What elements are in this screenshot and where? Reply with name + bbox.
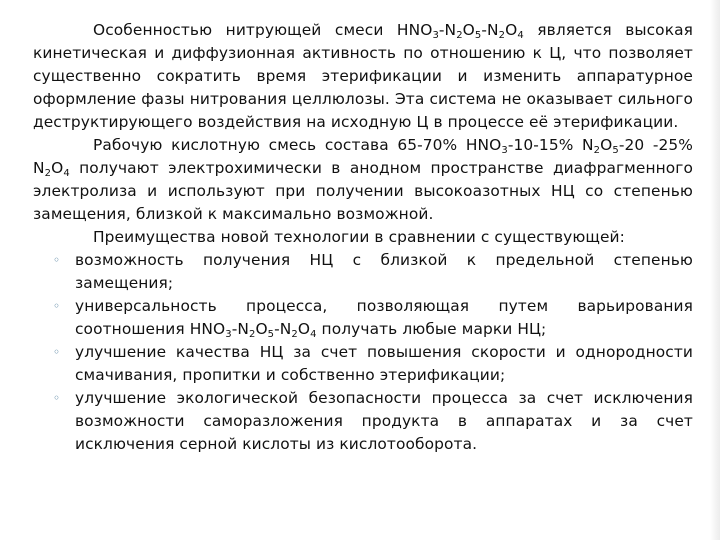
subscript: 2: [44, 168, 52, 179]
bullet-marker-icon: ◦: [53, 391, 61, 405]
bullet-marker-icon: ◦: [53, 253, 61, 267]
list-item-text: [75, 343, 693, 384]
advantages-list: [33, 249, 693, 456]
text-run: -N: [438, 21, 457, 39]
text-run: улучшение качества НЦ за счет повышения скорости и однородности смачивания, пропитки и собственно этерификации;: [75, 343, 693, 384]
list-item-text: [75, 297, 693, 338]
subscript: 3: [432, 30, 439, 41]
text-run: O: [600, 136, 613, 154]
text-run: является высокая кинетическая и диффузионная активность по отношению к Ц, что позволяет существенно сократить время этерификации и изменить аппаратурное оформление фазы нитрования целлюлозы. Эта система не оказывает сильного деструктирующего воздействия на исходную Ц в процессе её этерификации.: [33, 21, 693, 131]
subscript: 2: [456, 30, 463, 41]
paragraph-working-acid-mixture: [33, 134, 693, 226]
text-run: Рабочую кислотную смесь состава 65-70% HNO: [93, 136, 502, 154]
text-run: O: [255, 320, 268, 338]
text-run: O: [51, 159, 64, 177]
text-run: O: [297, 320, 311, 338]
subscript: 2: [498, 30, 506, 41]
paragraph-advantages-intro: [33, 226, 693, 249]
subscript: 5: [267, 329, 275, 340]
text-run: -N: [481, 21, 499, 39]
list-item: [33, 387, 693, 456]
subscript: 3: [225, 329, 232, 340]
slide-edge-shadow: [710, 0, 720, 540]
subscript: 5: [612, 145, 619, 156]
text-run: получать любые марки НЦ;: [316, 320, 547, 338]
list-item-text: [75, 389, 693, 453]
list-item: [33, 295, 693, 341]
subscript: 2: [593, 145, 601, 156]
bullet-marker-icon: ◦: [53, 345, 61, 359]
text-run: -N: [231, 320, 249, 338]
subscript: 2: [291, 329, 298, 340]
text-run: -20 -25% N: [33, 136, 693, 177]
paragraph-nitrating-mixture: [33, 19, 693, 134]
text-run: возможность получения НЦ с близкой к предельной степенью замещения;: [75, 251, 693, 292]
subscript: 3: [501, 145, 508, 156]
text-run: Преимущества новой технологии в сравнении с существующей:: [93, 228, 625, 246]
text-run: O: [505, 21, 518, 39]
subscript: 4: [310, 329, 317, 340]
list-item-text: [75, 251, 693, 292]
subscript: 4: [63, 168, 70, 179]
subscript: 5: [474, 30, 482, 41]
subscript: 2: [248, 329, 256, 340]
text-run: получают электрохимически в анодном пространстве диафрагменного электролиза и используют при получении высокоазотных НЦ со степенью замещения, близкой к максимально возможной.: [33, 159, 693, 223]
list-item: [33, 341, 693, 387]
text-run: Особенностью нитрующей смеси HNO: [93, 21, 433, 39]
subscript: 4: [517, 30, 524, 41]
text-run: универсальность процесса, позволяющая путем варьирования соотношения HNO: [75, 297, 693, 338]
text-run: улучшение экологической безопасности процесса за счет исключения возможности саморазложения продукта в аппаратах и за счет исключения серной кислоты из кислотооборота.: [75, 389, 693, 453]
body-text: [33, 19, 693, 456]
list-item: [33, 249, 693, 295]
text-run: O: [462, 21, 475, 39]
text-run: -10-15% N: [507, 136, 594, 154]
bullet-marker-icon: ◦: [53, 299, 61, 313]
text-run: -N: [274, 320, 292, 338]
